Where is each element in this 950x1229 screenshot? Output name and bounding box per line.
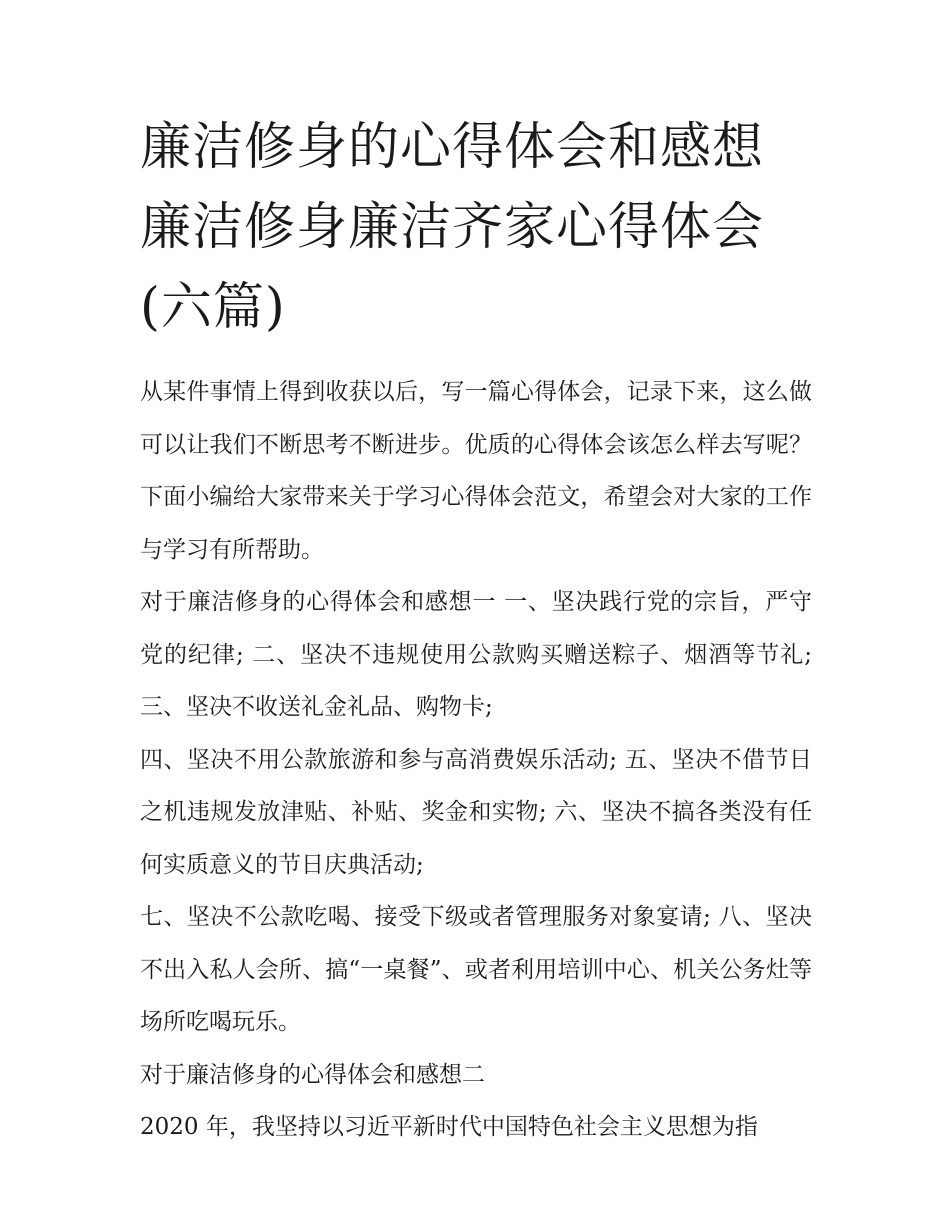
document-page bbox=[140, 108, 812, 1154]
paragraph-section-two-heading: 对于廉洁修身的心得体会和感想二 bbox=[140, 1061, 485, 1088]
paragraph-points-seven-eight: 七、坚决不公款吃喝、接受下级或者管理服务对象宴请; 八、坚决不出入私人会所、搞“一桌餐”、或者利用培训中心、机关公务灶等场所吃喝玩乐。 bbox=[140, 904, 812, 1035]
paragraph-points-four-to-six: 四、坚决不用公款旅游和参与高消费娱乐活动; 五、坚决不借节日之机违规发放津贴、补贴、奖金和实物; 六、坚决不搞各类没有任何实质意义的节日庆典活动; bbox=[140, 746, 812, 878]
paragraph-section-two-start: 2020 年，我坚持以习近平新时代中国特色社会主义思想为指 bbox=[140, 1114, 758, 1140]
paragraph-intro: 从某件事情上得到收获以后，写一篇心得体会，记录下来，这么做可以让我们不断思考不断进步。优质的心得体会该怎么样去写呢？下面小编给大家带来关于学习心得体会范文，希望会对大家的工作与学习有所帮助。 bbox=[140, 379, 812, 563]
paragraph-section-one-heading: 对于廉洁修身的心得体会和感想一 一、坚决践行党的宗旨，严守党的纪律; 二、坚决不违规使用公款购买赠送粽子、烟酒等节礼; 三、坚决不收送礼金礼品、购物卡; bbox=[140, 589, 812, 720]
document-title: 廉洁修身的心得体会和感想 廉洁修身廉洁齐家心得体会(六篇) bbox=[140, 118, 765, 337]
